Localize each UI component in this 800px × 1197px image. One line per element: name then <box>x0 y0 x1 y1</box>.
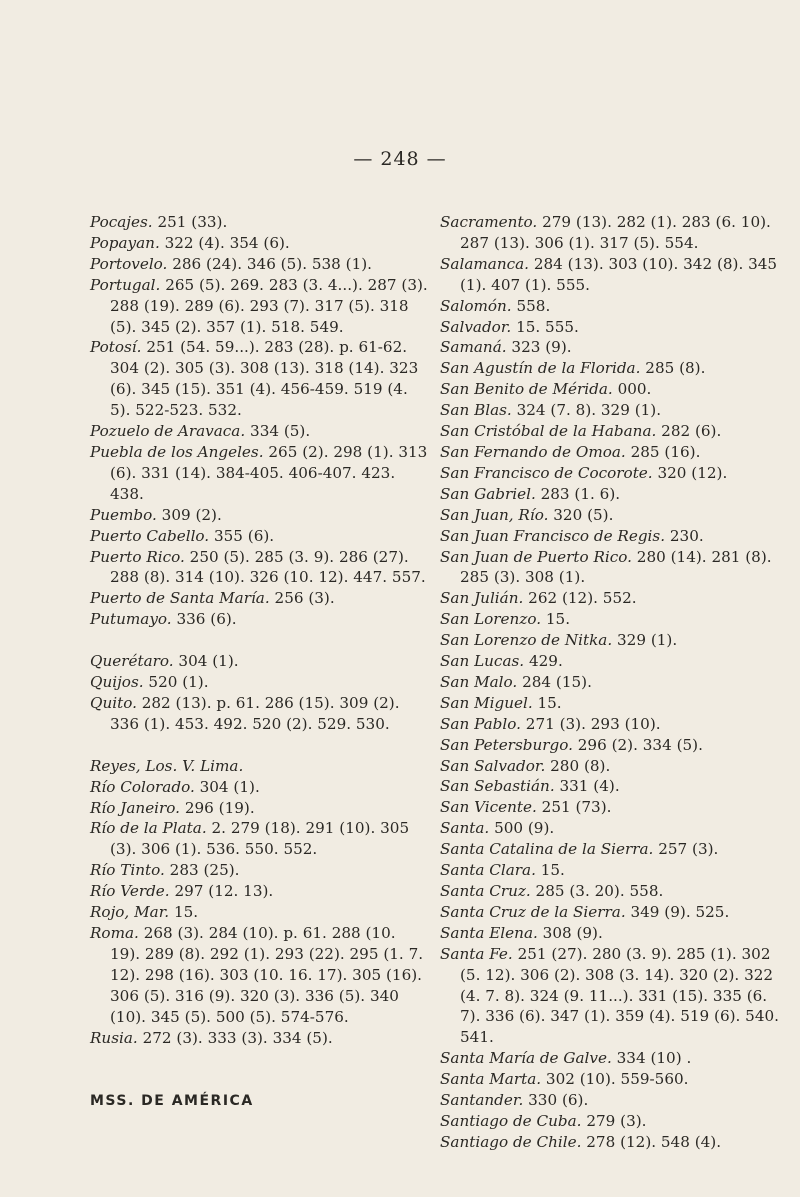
entry-references: 309 (2). <box>161 505 222 524</box>
entry-place-name: Santiago de Cuba. <box>440 1111 582 1130</box>
index-entry <box>440 337 785 358</box>
entry-place-name: Salamanca. <box>440 254 529 273</box>
entry-references: 320 (12). <box>657 463 728 482</box>
entry-place-name: San Lorenzo. <box>440 610 542 629</box>
entry-place-name: Pozuelo de Aravaca. <box>90 422 246 441</box>
entry-place-name: Pocajes. <box>90 213 153 231</box>
entry-references: 334 (10) . <box>616 1049 692 1068</box>
entry-references: 322 (4). 354 (6). <box>164 233 290 252</box>
entry-references: 265 (2). 298 (1). 313 (6). 331 (14). 384-405. 406-407. 423. 438. <box>110 442 428 503</box>
index-entry <box>440 254 785 296</box>
entry-references: 251 (33). <box>157 213 228 231</box>
index-entry <box>90 1028 430 1049</box>
entry-references: 296 (19). <box>184 798 255 817</box>
index-entry <box>440 735 785 756</box>
entry-references: 272 (3). 333 (3). 334 (5). <box>142 1028 333 1047</box>
index-entry <box>440 1048 785 1069</box>
index-entry <box>440 776 785 797</box>
index-entry <box>440 442 785 463</box>
index-entry <box>90 902 430 923</box>
entry-place-name: Río de la Plata. <box>90 819 207 838</box>
index-entry <box>440 212 785 254</box>
entry-references: 284 (13). 303 (10). 342 (8). 345 (1). 407 (1). 555. <box>460 254 778 294</box>
entry-place-name: Querétaro. <box>90 652 174 671</box>
entry-place-name: Santa María de Galve. <box>440 1049 612 1068</box>
entry-place-name: Río Verde. <box>90 882 170 901</box>
entry-place-name: Roma. <box>90 924 139 942</box>
entry-place-name: Reyes, Los. V. Lima. <box>90 756 244 775</box>
entry-place-name: Salvador. <box>440 317 512 336</box>
index-entry <box>90 212 430 233</box>
index-entry <box>440 902 785 923</box>
entry-place-name: San Pablo. <box>440 714 521 733</box>
entry-place-name: San Juan Francisco de Regis. <box>440 526 666 545</box>
index-entry <box>90 547 430 589</box>
entry-references: 331 (4). <box>559 777 620 796</box>
index-entry <box>440 797 785 818</box>
index-entry <box>90 693 430 735</box>
index-entry <box>90 881 430 902</box>
index-entry <box>440 923 785 944</box>
entry-references: 302 (10). 559-560. <box>545 1070 689 1089</box>
entry-place-name: Río Tinto. <box>90 861 165 880</box>
entry-references: 282 (13). p. 61. 286 (15). 309 (2). 336 (1). 453. 492. 520 (2). 529. 530. <box>110 693 400 733</box>
entry-references: 334 (5). <box>250 422 311 441</box>
index-entry <box>440 944 785 1049</box>
index-entry <box>90 651 430 672</box>
entry-references: 285 (16). <box>630 442 701 461</box>
index-entry <box>90 233 430 254</box>
entry-place-name: Santa Cruz de la Sierra. <box>440 902 626 921</box>
index-entry <box>440 818 785 839</box>
entry-place-name: San Malo. <box>440 672 518 691</box>
entry-place-name: Santa. <box>440 819 490 838</box>
entry-place-name: San Lorenzo de Nitka. <box>440 631 613 650</box>
index-entry <box>90 254 430 275</box>
index-entry <box>90 923 430 1028</box>
entry-place-name: San Benito de Mérida. <box>440 380 613 399</box>
entry-references: 282 (6). <box>661 422 722 441</box>
entry-place-name: Rojo, Mar. <box>90 903 170 922</box>
index-entry <box>440 1069 785 1090</box>
entry-place-name: Santiago de Chile. <box>440 1132 582 1151</box>
page-number: — 248 — <box>353 148 447 170</box>
entry-references: 000. <box>617 380 652 399</box>
entry-place-name: San Lucas. <box>440 652 525 671</box>
index-entry <box>90 756 430 777</box>
index-entry <box>440 1111 785 1132</box>
index-entry <box>90 337 430 421</box>
index-entry <box>440 756 785 777</box>
index-entry <box>440 463 785 484</box>
entry-references: 558. <box>516 296 551 315</box>
entry-place-name: Rusia. <box>90 1028 138 1047</box>
index-entry <box>90 609 430 630</box>
entry-references: 257 (3). <box>658 840 719 859</box>
index-entry <box>90 672 430 693</box>
entry-place-name: San Blas. <box>440 401 512 420</box>
entry-references: 330 (6). <box>528 1091 589 1110</box>
index-entry <box>90 505 430 526</box>
index-entry <box>440 358 785 379</box>
entry-place-name: Quijos. <box>90 673 144 692</box>
entry-place-name: Río Colorado. <box>90 777 195 796</box>
entry-references: 285 (3. 20). 558. <box>535 882 664 900</box>
index-entry <box>440 630 785 651</box>
entry-references: 15. <box>537 693 562 712</box>
entry-place-name: San Julián. <box>440 589 524 608</box>
entry-references: 429. <box>528 652 563 671</box>
index-column-right <box>440 212 785 1153</box>
entry-references: 250 (5). 285 (3. 9). 286 (27). 288 (8). 314 (10). 326 (10. 12). 447. 557. <box>110 547 426 587</box>
entry-references: 2. 279 (18). 291 (10). 305 (3). 306 (1). 536. 550. 552. <box>110 819 410 859</box>
entry-place-name: Santa Fe. <box>440 944 513 963</box>
index-entry <box>90 421 430 442</box>
entry-references: 268 (3). 284 (10). p. 61. 288 (10. 19). 289 (8). 292 (1). 293 (22). 295 (1. 7. 12). 298 (16). 303 (10. 16. 17). 305 (16). 306 (5). 316 (9). 320 (3). 336 (5). 340 (10). 345 (5). 500 (5). 574-576. <box>110 924 424 1026</box>
index-entry <box>440 881 785 902</box>
entry-place-name: Santa Cruz. <box>440 882 531 900</box>
entry-references: 336 (6). <box>176 610 237 629</box>
entry-references: 520 (1). <box>148 673 209 692</box>
entry-place-name: Potosí. <box>90 338 142 357</box>
entry-place-name: Santander. <box>440 1091 524 1110</box>
index-entry <box>440 693 785 714</box>
entry-place-name: San Francisco de Cocorote. <box>440 463 653 482</box>
entry-references: 283 (25). <box>169 861 240 880</box>
entry-references: 296 (2). 334 (5). <box>577 735 703 754</box>
entry-references: 286 (24). 346 (5). 538 (1). <box>172 254 373 273</box>
index-entry <box>440 609 785 630</box>
entry-place-name: Putumayo. <box>90 610 172 629</box>
index-entry <box>440 484 785 505</box>
entry-references: 15. <box>173 903 199 922</box>
index-entry <box>440 379 785 400</box>
entry-references: 304 (1). <box>199 777 260 796</box>
entry-place-name: Portovelo. <box>90 254 168 273</box>
entry-place-name: San Gabriel. <box>440 484 536 503</box>
entry-place-name: Quito. <box>90 693 137 712</box>
entry-references: 285 (8). <box>645 359 706 378</box>
entry-place-name: Puebla de los Angeles. <box>90 442 264 461</box>
index-entry <box>90 442 430 505</box>
index-column-left <box>90 212 430 1048</box>
entry-place-name: Santa Elena. <box>440 923 538 942</box>
entry-references: 500 (9). <box>494 819 555 838</box>
entry-place-name: Puerto Rico. <box>90 547 185 566</box>
index-entry <box>90 798 430 819</box>
entry-place-name: San Sebastián. <box>440 777 555 796</box>
entry-references: 251 (27). 280 (3. 9). 285 (1). 302 (5. 12). 306 (2). 308 (3. 14). 320 (2). 322 (4. 7. 8). 324 (9. 11...). 331 (15). 335 (6. 7). 336 (6). 347 (1). 359 (4). 519 (6). 540. 541. <box>460 944 779 1047</box>
entry-references: 15. <box>545 610 571 629</box>
entry-place-name: Popayan. <box>90 233 160 252</box>
index-entry <box>90 526 430 547</box>
index-entry <box>90 275 430 338</box>
entry-references: 355 (6). <box>213 526 275 545</box>
index-entry <box>440 651 785 672</box>
entry-place-name: San Juan de Puerto Rico. <box>440 547 632 566</box>
index-entry <box>440 1090 785 1111</box>
entry-place-name: Río Janeiro. <box>90 798 180 817</box>
entry-place-name: San Juan, Río. <box>440 505 549 524</box>
entry-references: 15. <box>540 861 565 880</box>
section-gap <box>90 630 430 651</box>
entry-place-name: Puerto Cabello. <box>90 526 210 545</box>
entry-references: 283 (1. 6). <box>540 484 621 503</box>
index-entry <box>440 505 785 526</box>
entry-place-name: San Vicente. <box>440 798 537 817</box>
index-entry <box>90 818 430 860</box>
entry-references: 230. <box>669 526 704 545</box>
entry-references: 308 (9). <box>542 923 603 942</box>
index-entry <box>440 547 785 589</box>
entry-place-name: San Fernando de Omoa. <box>440 442 626 461</box>
entry-place-name: Santa Clara. <box>440 861 536 880</box>
entry-references: 262 (12). 552. <box>528 589 637 608</box>
entry-references: 15. 555. <box>516 317 579 336</box>
entry-references: 265 (5). 269. 283 (3. 4...). 287 (3). 288 (19). 289 (6). 293 (7). 317 (5). 318 (5). 345 (2). 357 (1). 518. 549. <box>110 275 428 336</box>
entry-references: 278 (12). 548 (4). <box>586 1132 722 1151</box>
index-entry <box>440 860 785 881</box>
index-entry <box>440 588 785 609</box>
entry-place-name: San Agustín de la Florida. <box>440 359 641 378</box>
entry-references: 280 (14). 281 (8). 285 (3). 308 (1). <box>460 547 772 587</box>
entry-references: 323 (9). <box>511 338 572 357</box>
entry-place-name: Sacramento. <box>440 213 538 231</box>
index-entry <box>440 400 785 421</box>
entry-place-name: Santa Marta. <box>440 1070 542 1089</box>
entry-references: 320 (5). <box>553 505 614 524</box>
entry-references: 251 (73). <box>541 798 612 817</box>
entry-place-name: San Salvador. <box>440 756 546 775</box>
index-entry <box>440 1132 785 1153</box>
entry-references: 329 (1). <box>617 631 678 650</box>
page-footer: MSS. DE AMÉRICA <box>90 1093 254 1109</box>
entry-references: 251 (54. 59...). 283 (28). p. 61-62. 304 (2). 305 (3). 308 (13). 318 (14). 323 (6). 345 (15). 351 (4). 456-459. 519 (4. 5). 522-523. 532. <box>110 338 419 420</box>
index-entry <box>90 588 430 609</box>
entry-place-name: Portugal. <box>90 275 161 294</box>
entry-place-name: Samaná. <box>440 338 507 357</box>
index-entry <box>440 526 785 547</box>
section-gap <box>90 735 430 756</box>
index-entry <box>90 860 430 881</box>
entry-place-name: Puerto de Santa María. <box>90 589 270 608</box>
entry-references: 297 (12. 13). <box>174 882 274 901</box>
entry-references: 271 (3). 293 (10). <box>525 714 661 733</box>
entry-place-name: Puembo. <box>90 505 157 524</box>
entry-references: 279 (3). <box>586 1111 647 1130</box>
entry-references: 256 (3). <box>274 589 335 608</box>
entry-references: 279 (13). 282 (1). 283 (6. 10). 287 (13). 306 (1). 317 (5). 554. <box>460 213 771 252</box>
entry-place-name: Salomón. <box>440 296 512 315</box>
index-entry <box>440 714 785 735</box>
entry-references: 349 (9). 525. <box>630 902 730 921</box>
entry-place-name: San Miguel. <box>440 693 533 712</box>
entry-references: 284 (15). <box>522 672 592 691</box>
entry-place-name: San Petersburgo. <box>440 735 573 754</box>
entry-references: 324 (7. 8). 329 (1). <box>516 401 662 420</box>
entry-place-name: San Cristóbal de la Habana. <box>440 422 657 441</box>
index-entry <box>440 672 785 693</box>
entry-references: 304 (1). <box>178 652 239 671</box>
index-entry <box>90 777 430 798</box>
index-entry <box>440 421 785 442</box>
entry-place-name: Santa Catalina de la Sierra. <box>440 840 654 859</box>
index-entry <box>440 317 785 338</box>
index-entry <box>440 839 785 860</box>
index-entry <box>440 296 785 317</box>
entry-references: 280 (8). <box>550 756 611 775</box>
